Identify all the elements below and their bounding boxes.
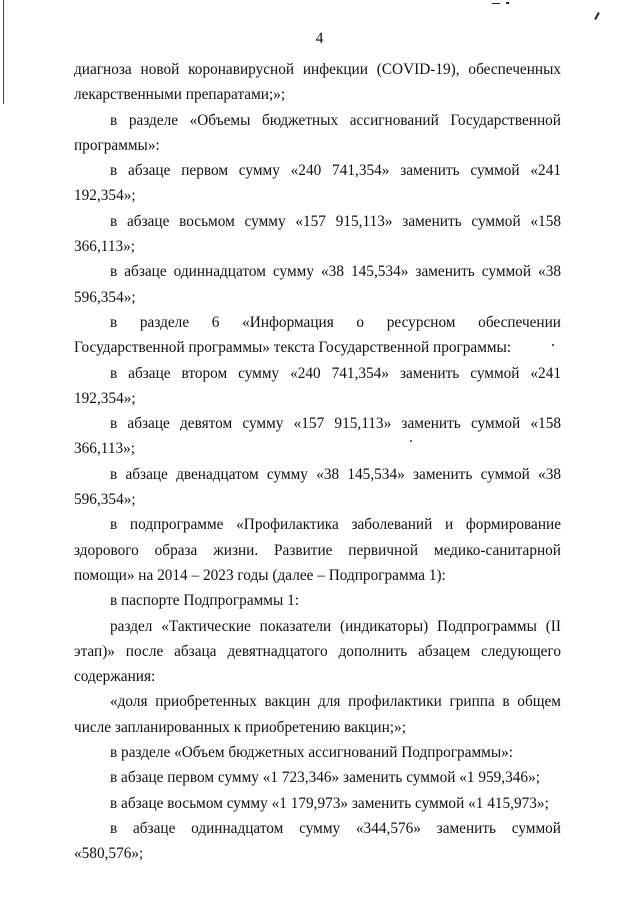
paragraph: в абзаце восьмом сумму «157 915,113» заменить суммой «158 366,113»; [74,212,561,256]
paragraph: в абзаце втором сумму «240 741,354» заменить суммой «241 192,354»; [74,364,561,407]
paragraph: в подпрограмме «Профилактика заболеваний и формирование здорового образа жизни. Развитие первичной медико-санитарной помощи» на 2014 – 2023 годы (далее – Подпрограмма 1): [74,516,561,584]
scan-mark [492,3,500,4]
paragraph: в абзаце одиннадцатом сумму «38 145,534» заменить суммой «38 596,354»; [74,263,561,306]
scan-edge-line [3,0,4,104]
paragraph: в разделе «Объем бюджетных ассигнований Подпрограммы»: [110,744,513,762]
scan-mark [506,2,509,4]
paragraph: в паспорте Подпрограммы 1: [110,592,299,610]
paragraph: в разделе 6 «Информация о ресурсном обеспечении Государственной программы» текста Государственной программы: [74,313,561,357]
paragraph: в разделе «Объемы бюджетных ассигнований Государственной программы»: [74,111,561,154]
paragraph: в абзаце первом сумму «240 741,354» заменить суммой «241 192,354»; [74,162,561,205]
paragraph: в абзаце восьмом сумму «1 179,973» заменить суммой «1 415,973»; [110,794,549,812]
paragraph: «доля приобретенных вакцин для профилактики гриппа в общем числе запланированных к приобретению вакцин;»; [74,693,561,736]
document-body [74,57,561,867]
paragraph: в абзаце одиннадцатом сумму «344,576» заменить суммой «580,576»; [74,819,561,863]
paragraph: диагноза новой коронавирусной инфекции (COVID-19), обеспеченных лекарственными препаратами;»; [74,61,561,104]
paragraph: в абзаце первом сумму «1 723,346» заменить суммой «1 959,346»; [110,769,540,787]
paragraph: раздел «Тактические показатели (индикаторы) Подпрограммы (II этап)» после абзаца девятнадцатого дополнить абзацем следующего содержания: [74,617,561,686]
paragraph: в абзаце девятом сумму «157 915,113» заменить суммой «158 366,113»; [74,415,561,458]
scan-mark [594,12,600,20]
paragraph: в абзаце двенадцатом сумму «38 145,534» заменить суммой «38 596,354»; [74,465,561,509]
page-number: 4 [315,30,324,47]
